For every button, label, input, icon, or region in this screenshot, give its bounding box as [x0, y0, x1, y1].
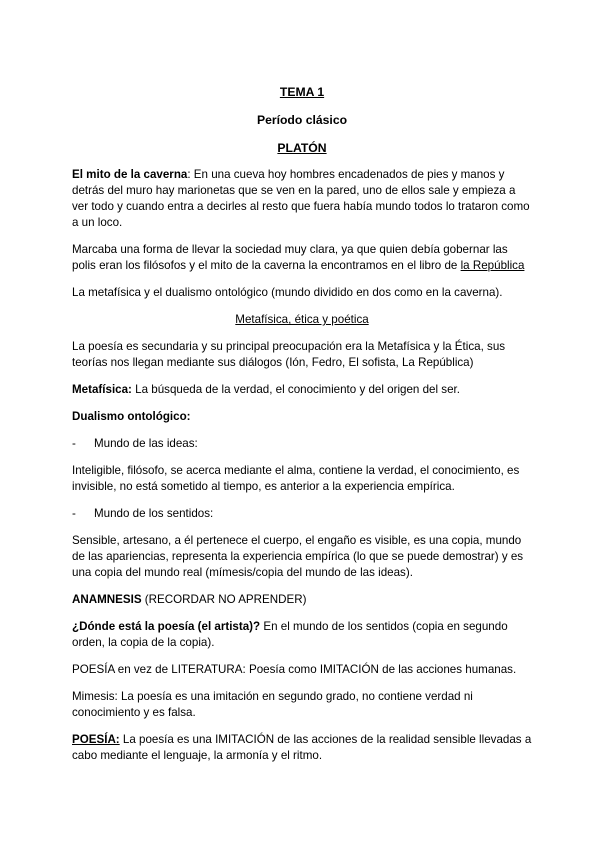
bullet-dash: - — [72, 507, 76, 520]
paragraph-metafisica — [72, 382, 532, 398]
paragraph-sociedad — [72, 242, 532, 274]
paragraph-poesia-literatura: POESÍA en vez de LITERATURA: Poesía como IMITACIÓN de las acciones humanas. — [72, 663, 517, 676]
paragraph-mito — [72, 167, 532, 231]
paragraph-metafisica-dualismo: La metafísica y el dualismo ontológico (mundo dividido en dos como en la caverna). — [72, 286, 503, 299]
poesia-lead: POESÍA: — [72, 733, 120, 746]
paragraph-mimesis: Mimesis: La poesía es una imitación en segundo grado, no contiene verdad ni conocimiento y es falsa. — [72, 690, 473, 719]
donde-text: En el mundo de los sentidos (copia en segundo orden, la copia de la copia). — [72, 620, 508, 649]
bullet-dash: - — [72, 437, 76, 450]
section-heading: Metafísica, ética y poética — [235, 313, 369, 326]
mito-text: : En una cueva hoy hombres encadenados de pies y manos y detrás del muro hay marionetas que se ven en la pared, uno de ellos sale y empieza a ver todo y cuando entra a decirles al resto que fuera había mundo todos lo trataron como a un loco. — [72, 168, 530, 229]
dualismo-heading: Dualismo ontológico: — [72, 410, 191, 423]
paragraph-poesia-secundaria: La poesía es secundaria y su principal preocupación era la Metafísica y la Ética, sus teorías nos llegan mediante sus diálogos (Ión, Fedro, El sofista, La República) — [72, 340, 506, 369]
anamnesis-text: (RECORDAR NO APRENDER) — [141, 593, 307, 606]
metafisica-lead: Metafísica: — [72, 383, 132, 396]
doc-subtitle: Período clásico — [256, 113, 348, 127]
bullet-text: Mundo de las ideas: — [94, 437, 198, 450]
doc-title: TEMA 1 — [279, 85, 325, 99]
metafisica-text: La búsqueda de la verdad, el conocimiento y del origen del ser. — [131, 383, 460, 396]
poesia-text: La poesía es una IMITACIÓN de las acciones de la realidad sensible llevadas a cabo mediante el lenguaje, la armonía y el ritmo. — [72, 733, 532, 762]
paragraph-anamnesis — [72, 592, 532, 608]
bullet-mundo-ideas — [72, 436, 532, 452]
anamnesis-lead: ANAMNESIS — [72, 593, 142, 606]
sociedad-text: Marcaba una forma de llevar la sociedad muy clara, ya que quien debía gobernar las polis eran los filósofos y el mito de la caverna la encontramos en el libro de — [72, 243, 508, 272]
bullet-mundo-sentidos — [72, 506, 532, 522]
mito-lead: El mito de la caverna — [72, 168, 188, 181]
bullet-text: Mundo de los sentidos: — [94, 507, 214, 520]
donde-lead: ¿Dónde está la poesía (el artista)? — [72, 620, 261, 633]
paragraph-inteligible: Inteligible, filósofo, se acerca mediante el alma, contiene la verdad, el conocimiento, es invisible, no está sometido al tiempo, es anterior a la experiencia empírica. — [72, 464, 520, 493]
doc-author: PLATÓN — [277, 141, 327, 155]
document-body — [72, 84, 532, 764]
paragraph-poesia-definicion — [72, 732, 532, 764]
paragraph-donde-poesia — [72, 619, 532, 651]
paragraph-sensible: Sensible, artesano, a él pertenece el cuerpo, el engaño es visible, es una copia, mundo de las apariencias, representa la experiencia empírica (lo que se puede demostrar) y es una copia del mundo real (mímesis/copia del mundo de las ideas). — [72, 534, 524, 579]
republica-link: la República — [460, 259, 525, 272]
